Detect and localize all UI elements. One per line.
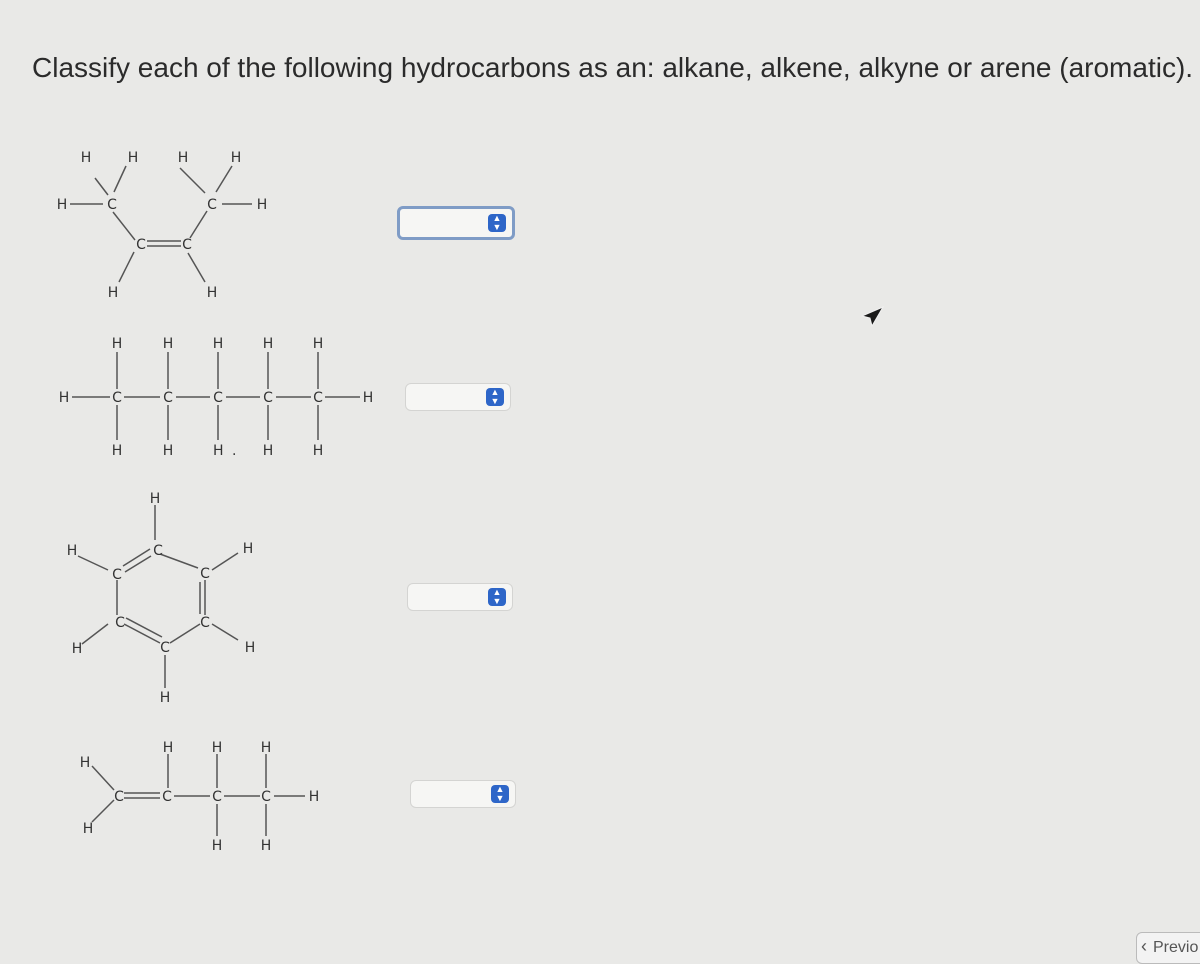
atom-c: C <box>207 197 217 213</box>
atom-h: H <box>312 443 324 459</box>
atom-h: H <box>260 740 272 756</box>
atom-h: H <box>162 336 174 352</box>
atom-c: C <box>182 237 192 253</box>
atom-h: H <box>79 755 91 771</box>
atom-h: H <box>244 640 256 656</box>
atom-h: H <box>111 336 123 352</box>
atom-h: H <box>177 150 189 166</box>
atom-h: H <box>362 390 374 406</box>
atom-c: C <box>200 615 210 631</box>
atom-h: H <box>211 838 223 854</box>
classification-select-2[interactable] <box>405 383 511 411</box>
atom-c: C <box>163 390 173 406</box>
molecule-4-structure <box>60 725 340 860</box>
chevron-left-icon: ‹ <box>1141 936 1147 956</box>
atom-h: H <box>162 740 174 756</box>
atom-h: H <box>262 336 274 352</box>
molecule-1-structure <box>50 140 290 310</box>
classification-select-4[interactable] <box>410 780 516 808</box>
atom-h: H <box>66 543 78 559</box>
atom-h: H <box>262 443 274 459</box>
atom-c: C <box>261 789 271 805</box>
atom-h: H <box>256 197 268 213</box>
up-down-chevron-icon: ▲ ▼ <box>491 785 509 803</box>
atom-c: C <box>114 789 124 805</box>
atom-h: H <box>242 541 254 557</box>
atom-c: C <box>263 390 273 406</box>
atom-h: H <box>159 690 171 706</box>
question-title: Classify each of the following hydrocarbons as an: alkane, alkene, alkyne or arene (aromatic). <box>32 52 1194 83</box>
atom-h: H <box>149 491 161 507</box>
atom-h: H <box>260 838 272 854</box>
atom-c: C <box>212 789 222 805</box>
atom-c: C <box>162 789 172 805</box>
atom-h: H <box>82 821 94 837</box>
atom-h: H <box>111 443 123 459</box>
atom-h: H <box>56 197 68 213</box>
atom-c: C <box>213 390 223 406</box>
atom-h: H <box>127 150 139 166</box>
atom-h: H <box>71 641 83 657</box>
atom-h: H <box>107 285 119 301</box>
atom-c: C <box>112 567 122 583</box>
atom-h: H . <box>213 443 239 459</box>
mouse-cursor-icon <box>857 302 885 330</box>
up-down-chevron-icon: ▲ ▼ <box>488 214 506 232</box>
previous-button[interactable] <box>1136 932 1200 964</box>
atom-c: C <box>200 566 210 582</box>
atom-c: C <box>153 543 163 559</box>
atom-c: C <box>160 640 170 656</box>
atom-h: H <box>58 390 70 406</box>
atom-c: C <box>107 197 117 213</box>
up-down-chevron-icon: ▲ ▼ <box>488 588 506 606</box>
classification-select-3[interactable] <box>407 583 513 611</box>
atom-c: C <box>112 390 122 406</box>
atom-h: H <box>312 336 324 352</box>
atom-h: H <box>206 285 218 301</box>
atom-c: C <box>115 615 125 631</box>
molecule-3-structure <box>55 480 285 710</box>
atom-h: H <box>211 740 223 756</box>
atom-c: C <box>136 237 146 253</box>
atom-h: H <box>162 443 174 459</box>
atom-c: C <box>313 390 323 406</box>
classification-select-1[interactable] <box>397 206 515 240</box>
up-down-chevron-icon: ▲ ▼ <box>486 388 504 406</box>
previous-label: Previo <box>1153 939 1199 956</box>
atom-h: H <box>230 150 242 166</box>
atom-h: H <box>80 150 92 166</box>
atom-h: H <box>212 336 224 352</box>
molecule-2-structure <box>50 330 390 460</box>
atom-h: H <box>308 789 320 805</box>
